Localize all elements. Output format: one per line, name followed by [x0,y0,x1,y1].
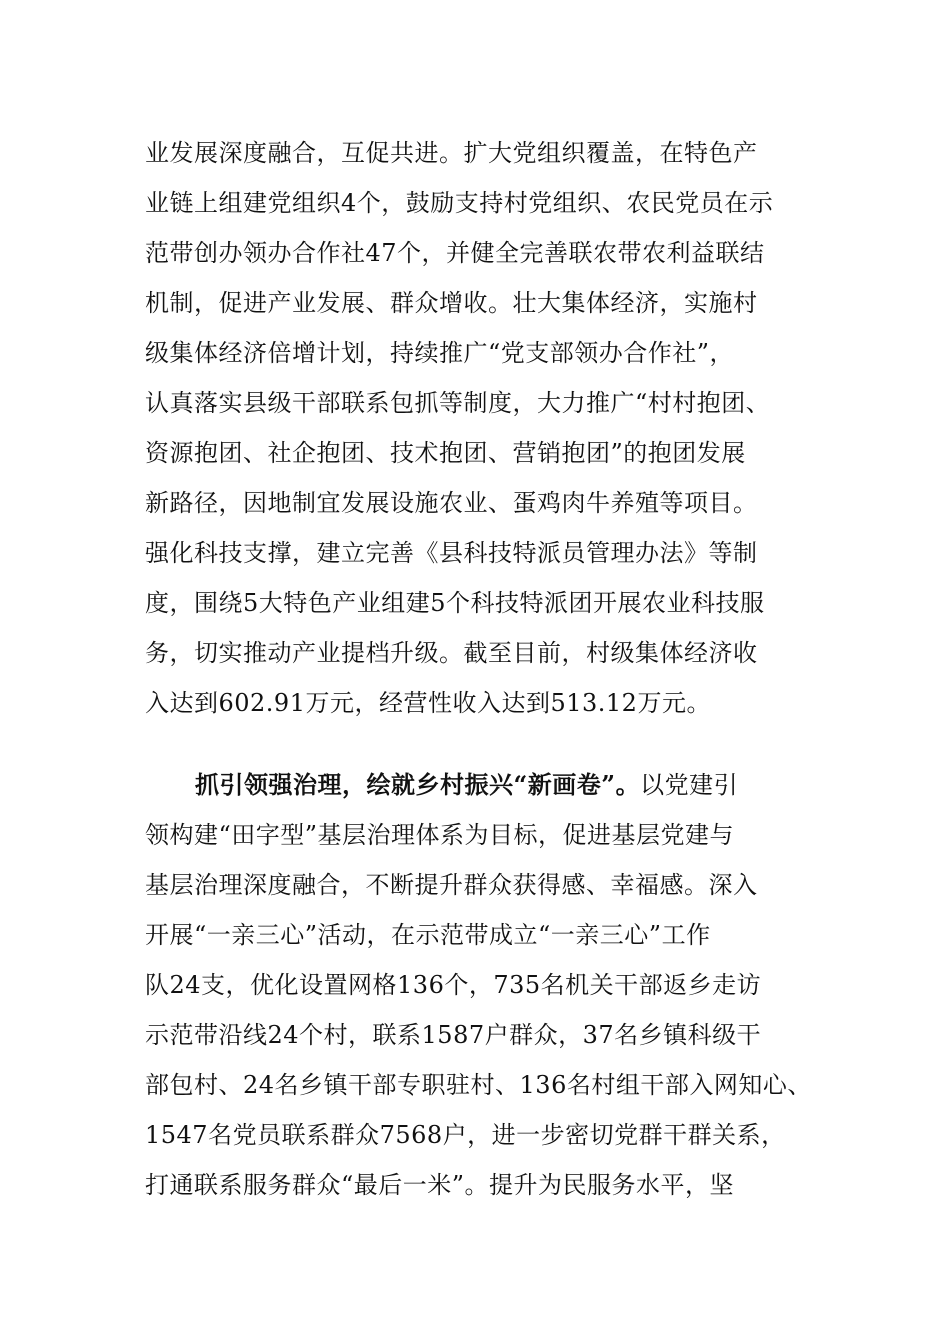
text-line: 范带创办领办合作社47个，并健全完善联农带农利益联结 [145,239,765,267]
paragraph-governance [145,760,835,1210]
paragraph-first-line-text: 以党建引 [640,771,739,799]
text-line: 打通联系服务群众“最后一米”。提升为民服务水平，坚 [145,1171,735,1199]
text-line: 示范带沿线24个村，联系1587户群众，37名乡镇科级干 [145,1021,762,1049]
text-line: 领构建“田字型”基层治理体系为目标，促进基层党建与 [145,821,735,849]
text-line: 1547名党员联系群众7568户，进一步密切党群干群关系， [145,1121,786,1149]
text-line: 资源抱团、社企抱团、技术抱团、营销抱团”的抱团发展 [145,439,746,467]
text-line: 入达到602.91万元，经营性收入达到513.12万元。 [145,689,711,717]
text-line: 基层治理深度融合，不断提升群众获得感、幸福感。深入 [145,871,758,899]
text-line: 开展“一亲三心”活动，在示范带成立“一亲三心”工作 [145,921,711,949]
text-line: 新路径，因地制宜发展设施农业、蛋鸡肉牛养殖等项目。 [145,489,758,517]
text-line: 业链上组建党组织4个，鼓励支持村党组织、农民党员在示 [145,189,774,217]
paragraph-first-line [145,760,835,810]
text-line: 部包村、24名乡镇干部专职驻村、136名村组干部入网知心、 [145,1071,812,1099]
text-line: 队24支，优化设置网格136个，735名机关干部返乡走访 [145,971,762,999]
text-line: 务，切实推动产业提档升级。截至目前，村级集体经济收 [145,639,758,667]
text-line: 业发展深度融合，互促共进。扩大党组织覆盖，在特色产 [145,139,758,167]
paragraph-industry-development [145,128,835,728]
paragraph-heading: 抓引领强治理，绘就乡村振兴“新画卷”。 [195,770,641,799]
text-line: 强化科技支撑，建立完善《县科技特派员管理办法》等制 [145,539,758,567]
text-line: 度，围绕5大特色产业组建5个科技特派团开展农业科技服 [145,589,765,617]
text-line: 认真落实县级干部联系包抓等制度，大力推广“村村抱团、 [145,389,771,417]
text-line: 级集体经济倍增计划，持续推广“党支部领办合作社”， [145,339,735,367]
text-line: 机制，促进产业发展、群众增收。壮大集体经济，实施村 [145,289,758,317]
